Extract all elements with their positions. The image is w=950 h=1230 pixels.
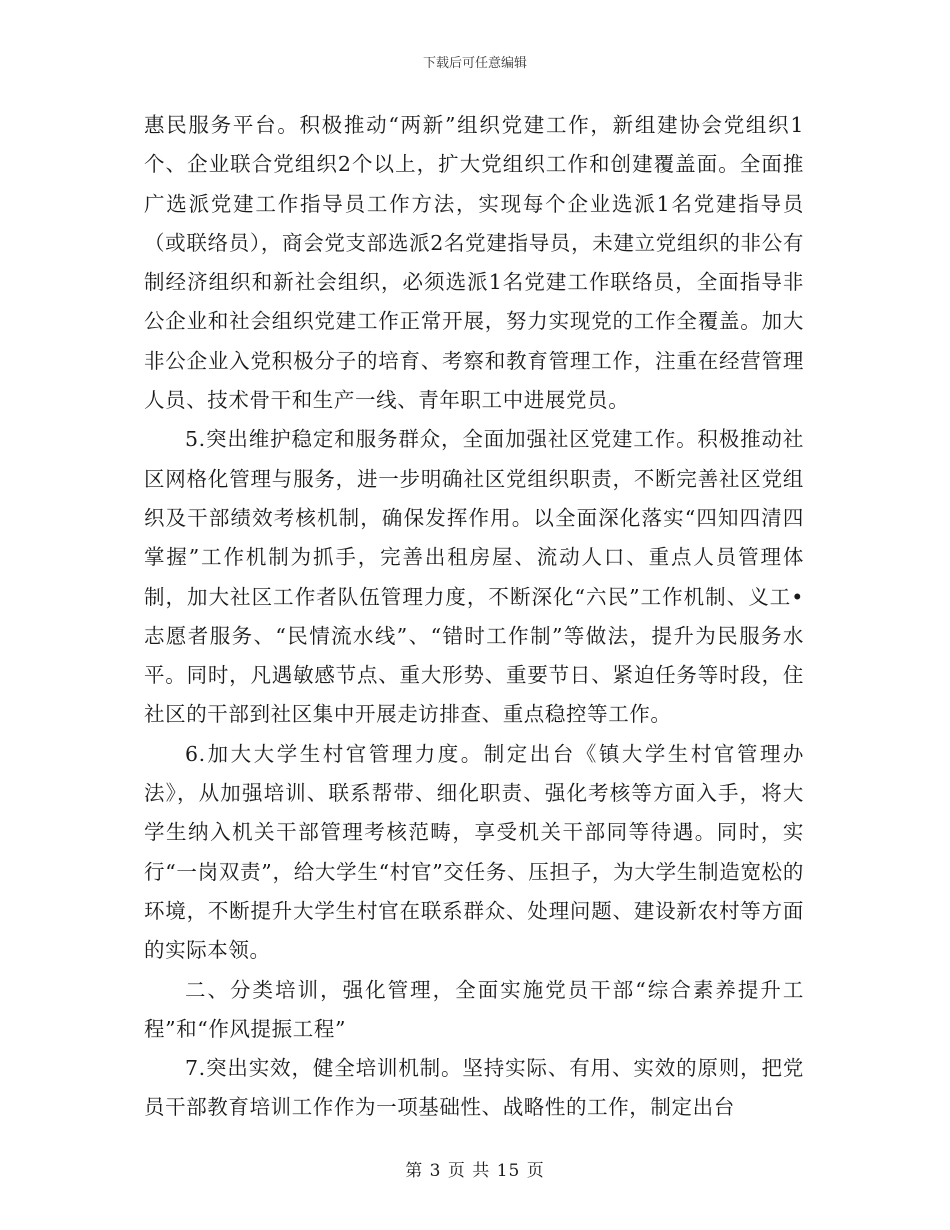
page-number: 第 3 页 共 15 页 bbox=[405, 1161, 545, 1181]
paragraph-item-5: 5.突出维护稳定和服务群众，全面加强社区党建工作。积极推动社区网格化管理与服务，进一步明确社区党组织职责，不断完善社区党组织及干部绩效考核机制，确保发挥作用。以全面深化落实“四知四清四掌握”工作机制为抓手，完善出租房屋、流动人口、重点人员管理体制，加大社区工作者队伍管理力度，不断深化“六民”工作机制、义工•志愿者服务、“民情流水线”、“错时工作制”等做法，提升为民服务水平。同时，凡遇敏感节点、重大形势、重要节日、紧迫任务等时段，住社区的干部到社区集中开展走访排查、重点稳控等工作。 bbox=[144, 427, 804, 727]
page-header-note: 下载后可任意编辑 bbox=[422, 56, 527, 71]
paragraph-item-6: 6.加大大学生村官管理力度。制定出台《镇大学生村官管理办法》，从加强培训、联系帮带、细化职责、强化考核等方面入手，将大学生纳入机关干部管理考核范畴，享受机关干部同等待遇。同时，实行“一岗双责”，给大学生“村官”交任务、压担子，为大学生制造宽松的环境，不断提升大学生村官在联系群众、处理问题、建设新农村等方面的实际本领。 bbox=[144, 741, 804, 963]
paragraph-item-7: 7.突出实效，健全培训机制。坚持实际、有用、实效的原则，把党员干部教育培训工作作为一项基础性、战略性的工作，制定出台 bbox=[144, 1056, 804, 1120]
paragraph-continuation: 惠民服务平台。积极推动“两新”组织党建工作，新组建协会党组织1个、企业联合党组织2个以上，扩大党组织工作和创建覆盖面。全面推广选派党建工作指导员工作方法，实现每个企业选派1名党建指导员（或联络员），商会党支部选派2名党建指导员，未建立党组织的非公有制经济组织和新社会组织，必须选派1名党建工作联络员，全面指导非公企业和社会组织党建工作正常开展，努力实现党的工作全覆盖。加大非公企业入党积极分子的培育、考察和教育管理工作，注重在经营管理人员、技术骨干和生产一线、青年职工中进展党员。 bbox=[144, 113, 804, 413]
document-body bbox=[144, 106, 804, 1128]
section-heading-2: 二、分类培训，强化管理，全面实施党员干部“综合素养提升工程”和“作风提振工程” bbox=[144, 977, 804, 1041]
